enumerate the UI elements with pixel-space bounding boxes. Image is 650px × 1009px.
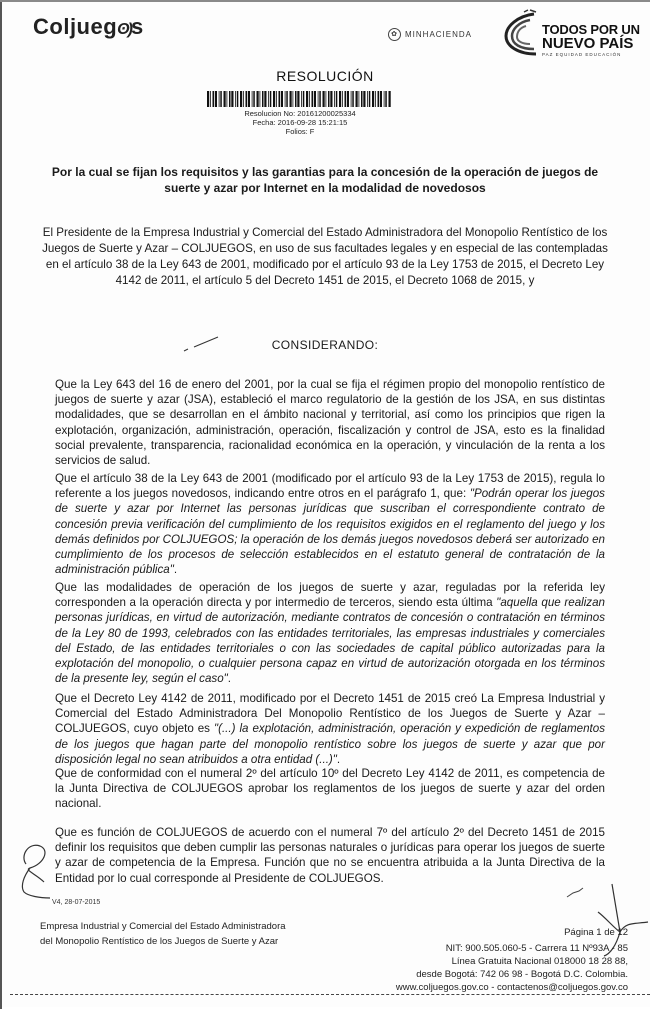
barcode-bar	[303, 91, 305, 107]
paragraph-tail: .	[173, 563, 178, 577]
paragraph-text: Que de conformidad con el numeral 2º del artículo 10º del Decreto Ley 4142 de 2011, es competencia de la Junta Directiva de COLJUEGOS aprobar los reglamentos de los juegos de suerte y azar del orden nacional.	[55, 767, 605, 811]
phone-line: Línea Gratuita Nacional 018000 18 28 88,	[451, 956, 628, 967]
barcode-bar	[356, 91, 358, 107]
slogan-line1: TODOS POR UN	[542, 22, 640, 37]
slogan-line2: NUEVO PAÍS	[542, 35, 634, 52]
paragraph-quote: "(...) la explotación, administración, operación y expedición de reglamentos de los juegos que hagan parte del monopolio rentístico sobre los juegos de suerte y azar que por disposición legal no sean atribuidos a otra entidad (...)"	[55, 722, 605, 766]
barcode-bar	[253, 91, 255, 107]
barcode-bar	[243, 91, 244, 107]
considerando-heading: CONSIDERANDO:	[271, 338, 379, 352]
barcode-bar	[378, 91, 380, 107]
barcode-bar	[309, 91, 310, 107]
barcode-bar	[207, 91, 209, 107]
barcode	[207, 91, 393, 107]
document-version: V4, 28-07-2015	[52, 899, 101, 906]
web-email[interactable]: www.coljuegos.gov.co - contactenos@coljuegos.gov.co	[395, 982, 628, 993]
barcode-bar	[257, 91, 259, 107]
entity-line1: Empresa Industrial y Comercial del Estado Administradora	[40, 921, 286, 932]
minhacienda-logo	[388, 28, 472, 41]
barcode-bar	[334, 91, 335, 107]
barcode-bar	[270, 91, 272, 107]
barcode-bar	[372, 91, 374, 107]
barcode-bar	[237, 91, 239, 107]
barcode-bar	[220, 91, 222, 107]
resolution-number: Resolucion No: 20161200025334	[244, 109, 356, 118]
considerando-paragraph-6	[55, 825, 605, 886]
barcode-bar	[246, 91, 248, 107]
barcode-bar	[384, 91, 385, 107]
footer-entity	[40, 919, 286, 949]
entity-line2: del Monopolio Rentístico de los Juegos de Suerte y Azar	[40, 936, 279, 947]
barcode-bar	[351, 91, 352, 107]
barcode-bar	[318, 91, 319, 107]
barcode-bar	[352, 91, 354, 107]
barcode-bar	[224, 91, 226, 107]
barcode-bar	[229, 91, 231, 107]
barcode-bar	[339, 91, 341, 107]
barcode-bar	[260, 91, 261, 107]
preamble: El Presidente de la Empresa Industrial y Comercial del Estado Administradora del Monopolio Rentístico de los Juegos de Suerte y Azar – COLJUEGOS, en uso de sus facultades legales y en especial de las contempladas en el artículo 38 de la Ley 643 de 2001, modificado por el artículo 93 de la Ley 1753 de 2015, el Decreto Ley 4142 de 2011, el artículo 5 del Decreto 1451 de 2015, el Decreto 1068 de 2015, y	[42, 226, 608, 287]
barcode-bar	[215, 91, 217, 107]
barcode-bar	[252, 91, 253, 107]
barcode-bar	[285, 91, 286, 107]
logo-text: Coljueg	[33, 14, 118, 39]
barcode-bar	[330, 91, 332, 107]
considerando-paragraph-1	[55, 377, 605, 468]
barcode-bar	[342, 91, 343, 107]
paragraph-text: Que el Decreto Ley 4142 de 2011, modificado por el Decreto 1451 de 2015 creó La Empresa Industrial y Comercial del Estado Administradora Del Monopolio Rentístico de los Juegos de Suerte y Azar – COLJUEGOS, cuyo objeto es	[55, 692, 605, 736]
barcode-bar	[380, 91, 382, 107]
barcode-bar	[363, 91, 365, 107]
document-type-title: RESOLUCIÓN	[276, 68, 374, 84]
scan-edge	[0, 2, 2, 1009]
barcode-bar	[231, 91, 233, 107]
barcode-bar	[328, 91, 330, 107]
paragraph-quote: "Podrán operar los juegos de suerte y azar por Internet las personas jurídicas que suscriban el correspondiente contrato de concesión previa verificación del cumplimiento de los requisitos exigidos en el reglamento del juego y los demás definidos por COLJUEGOS; la operación de los demás juegos novedosos deberá ser autorizado en cumplimiento de los procesos de selección establecidos en el estatuto general de contratación de la administración pública"	[55, 487, 605, 577]
barcode-bar	[326, 91, 327, 107]
barcode-bar	[273, 91, 275, 107]
considerando-paragraph-3	[55, 580, 605, 686]
handwritten-initial	[6, 834, 56, 900]
barcode-bar	[281, 91, 283, 107]
todos-por-un-nuevo-pais-logo	[500, 8, 645, 58]
barcode-bar	[323, 91, 325, 107]
paragraph-text: Que las modalidades de operación de los juegos de suerte y azar, reguladas por la referida ley corresponden a la operación directa y por intermedio de terceros, siendo esta última	[55, 581, 605, 610]
barcode-bar	[235, 91, 236, 107]
logo-text-tail: s	[130, 14, 144, 39]
paragraph-tail: .	[227, 672, 231, 686]
paragraph-text: Que la Ley 643 del 16 de enero del 2001, por la cual se fija el régimen propio del monopolio rentístico de juegos de suerte y azar (JSA), estableció el marco regulatorio de la gestión de los JSA, en sus distintas modalidades, que se desarrollan en el ámbito nacional y territorial, así como los principios que rigen la explotación, organización, administración, operación, fiscalización y control de JSA, esto es la finalidad social prevalente, transparencia, racionalidad económica en la operación, y vinculación de la renta a los servicios de salud.	[55, 378, 605, 468]
barcode-bar	[279, 91, 281, 107]
barcode-bar	[301, 91, 302, 107]
pen-mark	[565, 887, 585, 899]
barcode-bar	[262, 91, 264, 107]
barcode-bar	[248, 91, 250, 107]
barcode-bar	[286, 91, 288, 107]
footer-contact	[396, 942, 628, 994]
barcode-bar	[264, 91, 266, 107]
paragraph-tail: .	[336, 752, 341, 766]
considerando-paragraph-2	[55, 471, 605, 577]
barcode-bar	[389, 91, 391, 107]
barcode-bar	[319, 91, 321, 107]
ministry-name: MINHACIENDA	[405, 30, 473, 39]
coat-of-arms-icon: ✿	[388, 28, 401, 41]
barcode-bar	[369, 91, 371, 107]
barcode-bar	[359, 91, 360, 107]
barcode-bar	[227, 91, 228, 107]
barcode-bar	[210, 91, 211, 107]
barcode-bar	[345, 91, 347, 107]
barcode-bar	[240, 91, 242, 107]
resolution-folios: Folios: F	[285, 127, 315, 136]
barcode-bar	[306, 91, 308, 107]
nit-address: NIT: 900.505.060-5 - Carrera 11 Nº93A - 85	[445, 943, 628, 954]
considerando-paragraph-4	[55, 691, 605, 767]
barcode-bar	[385, 91, 387, 107]
logo-waves-icon: ʘ)	[117, 21, 131, 38]
slogan-line3: PAZ EQUIDAD EDUCACIÓN	[542, 52, 622, 57]
barcode-bar	[268, 91, 269, 107]
barcode-bar	[219, 91, 220, 107]
coljuegos-logo	[33, 14, 144, 40]
barcode-bar	[314, 91, 316, 107]
barcode-bar	[297, 91, 299, 107]
barcode-bar	[295, 91, 297, 107]
resolution-subject: Por la cual se fijan los requisitos y las garantias para la concesión de la operación de juegos de suerte y azar por Internet en la modalidad de novedosos	[51, 165, 599, 195]
paragraph-text: Que es función de COLJUEGOS de acuerdo con el numeral 7º del artículo 2º del Decreto 1451 de 2015 definir los requisitos que deben cumplir las personas naturales o jurídicas para operar los juegos de suerte y azar de competencia de la Empresa. Función que no se encuentra atribuida a la Junta Directiva de la Entidad por lo cual corresponde al Presidente de COLJUEGOS.	[55, 826, 605, 885]
barcode-bar	[347, 91, 349, 107]
barcode-bar	[367, 91, 368, 107]
bogota-line: desde Bogotá: 742 06 98 - Bogotá D.C. Colombia.	[416, 969, 628, 980]
barcode-bar	[293, 91, 294, 107]
barcode-bar	[213, 91, 215, 107]
paragraph-quote: "aquella que realizan personas jurídicas, en virtud de autorización, mediante contratos de concesión o contratación en términos de la Ley 80 de 1993, celebrados con las entidades territoriales, las empresas industriales y comerciales del Estado, de las entidades territoriales o con las sociedades de capital público autorizadas para la explotación del monopolio, o cualquier persona capaz en virtud de autorización otorgada en los términos de la presente ley, según el caso"	[55, 596, 605, 686]
considerando-paragraph-5	[55, 766, 605, 812]
resolution-date: Fecha: 2016-09-28 15:21:15	[252, 118, 348, 127]
barcode-bar	[312, 91, 314, 107]
page-number: Página 1 de 12	[564, 927, 628, 938]
barcode-bar	[336, 91, 338, 107]
swirl-icon	[500, 8, 540, 58]
paragraph-text: Que el artículo 38 de la Ley 643 de 2001 (modificado por el artículo 93 de la Ley 1753 de 2015), regula lo referente a los juegos novedosos, indicando entre otros en el parágrafo 1, que:	[55, 472, 605, 501]
footer-rule	[10, 994, 650, 995]
barcode-bar	[375, 91, 376, 107]
barcode-bar	[290, 91, 292, 107]
barcode-bar	[276, 91, 277, 107]
barcode-bar	[361, 91, 363, 107]
